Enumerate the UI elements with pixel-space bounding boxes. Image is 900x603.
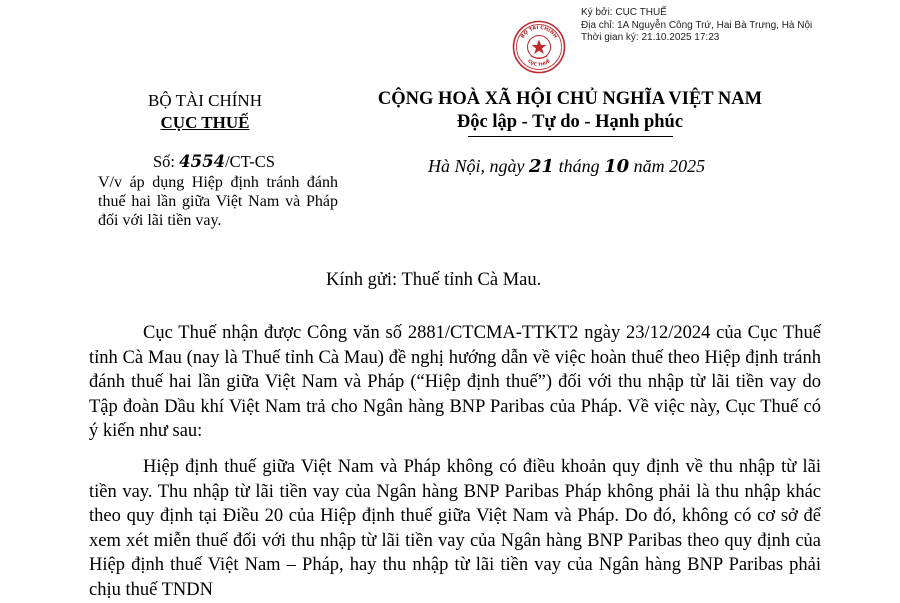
- document-subject: V/v áp dụng Hiệp định tránh đánh thuế hai lần giữa Việt Nam và Pháp đối với lãi tiền vay.: [98, 174, 338, 229]
- date-suffix: năm 2025: [629, 156, 706, 176]
- official-seal-icon: [512, 20, 566, 74]
- seal-text-bottom: CỤC THUẾ: [526, 58, 552, 69]
- national-title: [330, 88, 810, 137]
- motto-underline: [468, 136, 673, 137]
- signed-time: Thời gian ký: 21.10.2025 17:23: [581, 32, 720, 43]
- body-paragraph-1: Cục Thuế nhận được Công văn số 2881/CTCMA-TTKT2 ngày 23/12/2024 của Cục Thuế tỉnh Cà Mau (nay là Thuế tỉnh Cà Mau) đề nghị hướng dẫn về việc hoàn thuế theo Hiệp định tránh đánh thuế hai lần giữa Việt Nam và Pháp (“Hiệp định thuế”) đối với thu nhập từ lãi tiền vay do Tập đoàn Dầu khí Việt Nam trả cho Ngân hàng BNP Paribas của Pháp. Về việc này, Cục Thuế có ý kiến như sau:: [89, 323, 821, 442]
- ministry-name: BỘ TÀI CHÍNH: [148, 91, 262, 110]
- seal-text-top: BỘ TÀI CHÍNH: [519, 24, 559, 40]
- country-name: CỘNG HOÀ XÃ HỘI CHỦ NGHĨA VIỆT NAM: [377, 89, 763, 109]
- agency-name: CỤC THUẾ: [160, 113, 250, 132]
- signed-by: Ký bởi: CỤC THUẾ: [581, 7, 667, 18]
- body-paragraph-2: Hiệp định thuế giữa Việt Nam và Pháp không có điều khoản quy định về thu nhập từ lãi tiền vay. Thu nhập từ lãi tiền vay của Ngân hàng BNP Paribas Pháp không phải là thu nhập khác theo quy định tại Điều 20 của Hiệp định thuế giữa Việt Nam và Pháp. Do đó, không có cơ sở để xem xét miễn thuế đối với thu nhập từ lãi tiền vay của Ngân hàng BNP Paribas theo quy định của Hiệp định thuế Việt Nam – Pháp, hay thu nhập từ lãi tiền vay của Ngân hàng BNP Paribas phải chịu thuế TNDN: [89, 457, 821, 600]
- date-day: 21: [529, 156, 555, 177]
- doc-no-suffix: /CT-CS: [225, 152, 275, 171]
- issuing-agency: [120, 90, 290, 134]
- doc-no-handwritten: 4554: [179, 152, 226, 171]
- digital-signature-info: [581, 7, 812, 45]
- date-prefix: Hà Nội, ngày: [428, 156, 529, 176]
- issue-date: [428, 155, 705, 178]
- date-mid: tháng: [554, 156, 605, 176]
- doc-no-prefix: Số:: [153, 152, 180, 171]
- date-month: 10: [604, 156, 630, 177]
- recipient-line: Kính gửi: Thuế tỉnh Cà Mau.: [326, 270, 542, 290]
- svg-text:BỘ TÀI CHÍNH: [520, 24, 558, 39]
- national-motto: Độc lập - Tự do - Hạnh phúc: [456, 112, 684, 132]
- signer-address: Địa chỉ: 1A Nguyễn Công Trứ, Hai Bà Trưng, Hà Nội: [581, 19, 813, 31]
- document-number: [153, 152, 275, 172]
